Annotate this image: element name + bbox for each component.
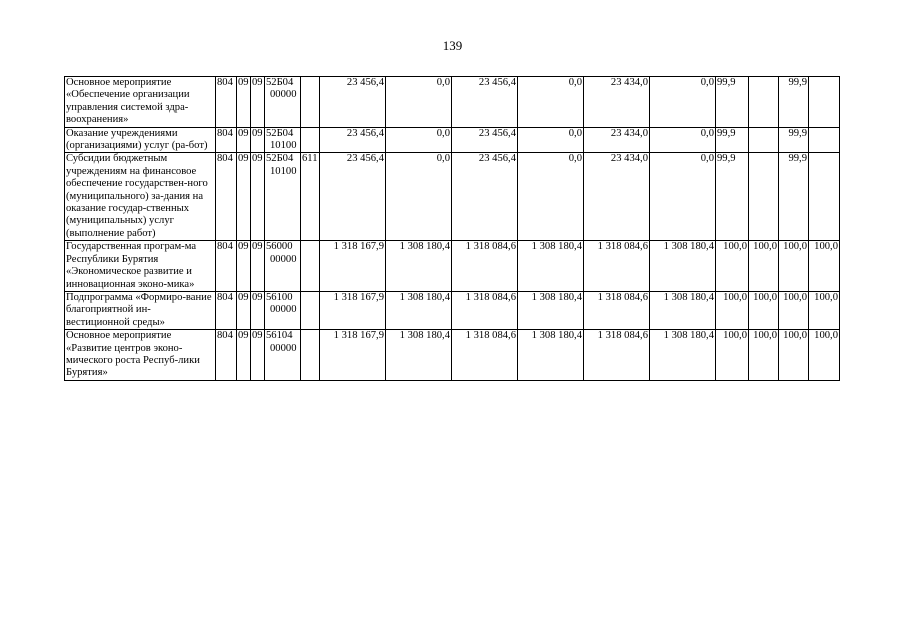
value-cell-4: 1 308 180,4: [518, 241, 584, 292]
table-row: [65, 330, 840, 381]
value-cell-6: 1 308 180,4: [650, 241, 716, 292]
target-article-cell: [265, 127, 301, 153]
value-cell-5: 23 434,0: [584, 127, 650, 153]
percent-cell-3: 100,0: [779, 291, 809, 329]
value-cell-3: 23 456,4: [452, 153, 518, 241]
percent-cell-4: [809, 153, 840, 241]
target-article-subcode: 00000: [270, 304, 297, 316]
budget-table: [64, 76, 840, 381]
expense-type-cell: [301, 241, 320, 292]
value-cell-6: 1 308 180,4: [650, 291, 716, 329]
grbs-code-cell: 804: [216, 153, 237, 241]
target-article-code: 52Б04: [266, 77, 294, 88]
page-number: 139: [442, 38, 463, 53]
row-name-cell: Основное мероприятие «Развитие центров эконо-мического роста Респуб-лики Бурятия»: [65, 330, 216, 381]
target-article-subcode: 10100: [270, 165, 297, 177]
row-name-cell: Государственная програм-ма Республики Бурятия «Экономическое развитие и инновационная эконо-мика»: [65, 241, 216, 292]
value-cell-2: 1 308 180,4: [386, 330, 452, 381]
subsection-code-cell: 09: [251, 127, 265, 153]
subsection-code-cell: 09: [251, 291, 265, 329]
value-cell-3: 1 318 084,6: [452, 291, 518, 329]
value-cell-2: 1 308 180,4: [386, 291, 452, 329]
target-article-code: 56100: [266, 291, 293, 303]
percent-cell-1: 99,9: [716, 153, 749, 241]
target-article-code: 52Б04: [266, 153, 294, 165]
value-cell-6: 0,0: [650, 153, 716, 241]
value-cell-6: 0,0: [650, 127, 716, 153]
value-cell-3: 23 456,4: [452, 127, 518, 153]
target-article-code: 56000: [266, 241, 293, 253]
value-cell-3: 1 318 084,6: [452, 330, 518, 381]
percent-cell-1: 99,9: [716, 77, 749, 128]
percent-cell-1: 99,9: [716, 127, 749, 153]
subsection-code-cell: 09: [251, 153, 265, 241]
percent-cell-3: 99,9: [779, 153, 809, 241]
subsection-code-cell: 09: [251, 330, 265, 381]
value-cell-3: 23 456,4: [452, 77, 518, 128]
section-code-cell: 09: [237, 127, 251, 153]
value-cell-4: 1 308 180,4: [518, 291, 584, 329]
row-name-cell: Основное мероприятие «Обеспечение организации управления системой здра-воохранения»: [65, 77, 216, 128]
percent-cell-2: 100,0: [749, 241, 779, 292]
target-article-subcode: 00000: [270, 253, 297, 265]
expense-type-cell: [301, 330, 320, 381]
section-code-cell: 09: [237, 153, 251, 241]
value-cell-5: 1 318 084,6: [584, 330, 650, 381]
percent-cell-4: 100,0: [809, 330, 840, 381]
percent-cell-2: [749, 153, 779, 241]
value-cell-2: 0,0: [386, 127, 452, 153]
target-article-subcode: 00000: [270, 89, 297, 101]
table-row: [65, 291, 840, 329]
value-cell-1: 1 318 167,9: [320, 291, 386, 329]
row-name-cell: Подпрограмма «Формиро-вание благоприятной ин-вестиционной среды»: [65, 291, 216, 329]
value-cell-5: 1 318 084,6: [584, 241, 650, 292]
row-name-cell: Оказание учреждениями (организациями) услуг (ра-бот): [65, 127, 216, 153]
value-cell-1: 23 456,4: [320, 153, 386, 241]
percent-cell-2: [749, 77, 779, 128]
percent-cell-2: 100,0: [749, 330, 779, 381]
value-cell-4: 0,0: [518, 153, 584, 241]
target-article-cell: [265, 291, 301, 329]
percent-cell-1: 100,0: [716, 330, 749, 381]
value-cell-1: 1 318 167,9: [320, 330, 386, 381]
table-row: [65, 153, 840, 241]
value-cell-2: 0,0: [386, 153, 452, 241]
table-row: [65, 77, 840, 128]
percent-cell-1: 100,0: [716, 241, 749, 292]
value-cell-4: 0,0: [518, 127, 584, 153]
grbs-code-cell: 804: [216, 241, 237, 292]
value-cell-2: 0,0: [386, 77, 452, 128]
subsection-code-cell: 09: [251, 77, 265, 128]
value-cell-4: 1 308 180,4: [518, 330, 584, 381]
section-code-cell: 09: [237, 241, 251, 292]
target-article-cell: [265, 153, 301, 241]
subsection-code-cell: 09: [251, 241, 265, 292]
section-code-cell: 09: [237, 291, 251, 329]
value-cell-5: 1 318 084,6: [584, 291, 650, 329]
percent-cell-4: 100,0: [809, 291, 840, 329]
value-cell-2: 1 308 180,4: [386, 241, 452, 292]
table-row: [65, 241, 840, 292]
expense-type-cell: [301, 127, 320, 153]
row-name-cell: Субсидии бюджетным учреждениям на финансовое обеспечение государствен-ного (муниципального) за-дания на оказание государ-ственных (муниципальных) услуг (выполнение работ): [65, 153, 216, 241]
percent-cell-3: 99,9: [779, 77, 809, 128]
grbs-code-cell: 804: [216, 77, 237, 128]
value-cell-6: 1 308 180,4: [650, 330, 716, 381]
section-code-cell: 09: [237, 330, 251, 381]
percent-cell-4: 100,0: [809, 241, 840, 292]
target-article-code: 56104: [266, 330, 293, 342]
grbs-code-cell: 804: [216, 127, 237, 153]
percent-cell-4: [809, 77, 840, 128]
percent-cell-3: 100,0: [779, 330, 809, 381]
table-body: [65, 77, 840, 381]
target-article-code: 52Б04: [266, 127, 294, 139]
percent-cell-3: 99,9: [779, 127, 809, 153]
expense-type-cell: [301, 77, 320, 128]
value-cell-1: 1 318 167,9: [320, 241, 386, 292]
expense-type-cell: [301, 291, 320, 329]
expense-type-cell: 611: [301, 153, 320, 241]
percent-cell-2: [749, 127, 779, 153]
section-code-cell: 09: [237, 77, 251, 128]
value-cell-3: 1 318 084,6: [452, 241, 518, 292]
target-article-cell: [265, 241, 301, 292]
target-article-subcode: 00000: [270, 342, 297, 354]
value-cell-5: 23 434,0: [584, 77, 650, 128]
percent-cell-2: 100,0: [749, 291, 779, 329]
percent-cell-3: 100,0: [779, 241, 809, 292]
value-cell-1: 23 456,4: [320, 127, 386, 153]
value-cell-6: 0,0: [650, 77, 716, 128]
grbs-code-cell: 804: [216, 330, 237, 381]
table-row: [65, 127, 840, 153]
grbs-code-cell: 804: [216, 291, 237, 329]
target-article-cell: [265, 77, 301, 128]
target-article-cell: [265, 330, 301, 381]
target-article-subcode: 10100: [270, 140, 297, 152]
percent-cell-1: 100,0: [716, 291, 749, 329]
percent-cell-4: [809, 127, 840, 153]
value-cell-5: 23 434,0: [584, 153, 650, 241]
value-cell-1: 23 456,4: [320, 77, 386, 128]
value-cell-4: 0,0: [518, 77, 584, 128]
